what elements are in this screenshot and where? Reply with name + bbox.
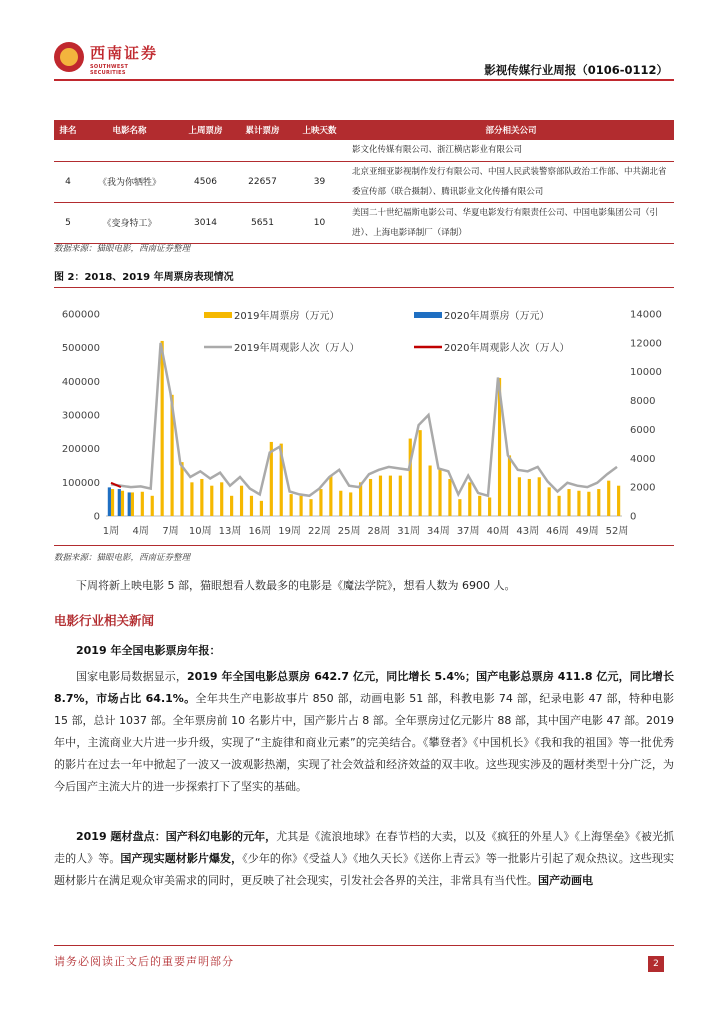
report-title: 影视传媒行业周报（0106-0112） xyxy=(484,63,668,77)
y-left-tick-label: 200000 xyxy=(61,444,100,456)
cell-total: 22657 xyxy=(234,161,291,202)
x-tick-label: 10周 xyxy=(188,526,212,537)
y-left-tick-label: 100000 xyxy=(61,477,100,489)
y-right-tick-label: 0 xyxy=(630,511,637,523)
bar-2019 xyxy=(290,494,293,516)
table-row xyxy=(54,202,674,243)
bar-2019 xyxy=(151,496,154,516)
cell-total xyxy=(234,140,291,161)
x-tick-label: 19周 xyxy=(278,526,301,537)
right-axis xyxy=(630,310,662,523)
cell-rank: 4 xyxy=(54,161,82,202)
p2-text-1: 尤其是《流浪地球》在春节档的大卖，以及《疯狂的外星人》《上海堡垒》《被光抓走的人》等。 xyxy=(54,830,674,865)
bar-2020 xyxy=(128,492,131,516)
logo-text-cn: 西南证券 xyxy=(90,44,159,62)
y-right-tick-label: 2000 xyxy=(630,482,656,494)
x-axis xyxy=(103,525,629,537)
p2-text-2: 《少年的你》《受益人》《地久天长》《送你上青云》等一批影片引起了观众热议。这些现实题材影片在满足观众审美需求的同时，更反映了社会现实，引发社会各界的关注，非常具有当代性。 xyxy=(54,852,675,887)
cell-weekly: 3014 xyxy=(177,202,234,243)
figure-bottom-divider xyxy=(54,545,674,546)
y-left-tick-label: 600000 xyxy=(61,309,100,321)
bar-2019 xyxy=(369,479,372,516)
x-tick-label: 46周 xyxy=(546,526,569,537)
y-left-tick-label: 300000 xyxy=(61,410,100,422)
bar-2019 xyxy=(131,492,134,516)
logo-text-en: SOUTHWEST SECURITIES xyxy=(90,64,129,76)
x-tick-label: 22周 xyxy=(307,526,331,537)
cell-companies: 影文化传媒有限公司、浙江横店影业有限公司 xyxy=(348,140,674,161)
x-tick-label: 52周 xyxy=(605,526,629,537)
bar-2019 xyxy=(458,499,461,516)
x-tick-label: 7周 xyxy=(162,526,179,537)
table-header-row xyxy=(54,120,674,140)
cell-name: 《我为你牺牲》 xyxy=(82,161,177,202)
x-tick-label: 16周 xyxy=(248,526,272,537)
x-tick-label: 28周 xyxy=(367,526,391,537)
bar-2019 xyxy=(399,476,402,516)
bar-2019 xyxy=(548,487,551,516)
bar-2019 xyxy=(587,492,590,516)
y-right-tick-label: 12000 xyxy=(630,338,662,350)
bar-2019 xyxy=(379,476,382,516)
col-total-box-office: 累计票房 xyxy=(234,120,291,140)
cell-companies: 美国二十世纪福斯电影公司、华夏电影发行有限责任公司、中国电影集团公司（引进）、上海电影译制厂（译制） xyxy=(348,202,674,243)
weekly-box-office-chart xyxy=(54,298,674,543)
p1-text-1: 国家电影局数据显示， xyxy=(76,670,187,683)
legend-label: 2020年周票房（万元） xyxy=(444,311,550,322)
bar-2019 xyxy=(180,462,183,516)
y-right-tick-label: 8000 xyxy=(630,396,656,408)
line-2019-viewers xyxy=(111,343,617,496)
bar-2019 xyxy=(319,489,322,516)
figure-title: 图 2：2018、2019 年周票房表现情况 xyxy=(54,272,234,283)
bar-2019 xyxy=(558,496,561,516)
cell-companies: 北京亚细亚影视制作发行有限公司、中国人民武装警察部队政治工作部、中共湖北省委宣传部（联合摄制）、腾讯影业文化传播有限公司 xyxy=(348,161,674,202)
x-tick-label: 37周 xyxy=(456,526,480,537)
legend-swatch xyxy=(414,312,442,318)
bar-2019 xyxy=(260,501,263,516)
col-weekly-box-office: 上周票房 xyxy=(177,120,234,140)
bar-2019 xyxy=(300,496,303,516)
cell-rank: 5 xyxy=(54,202,82,243)
bar-2019 xyxy=(121,491,124,516)
bar-2019 xyxy=(349,492,352,516)
y-right-tick-label: 4000 xyxy=(630,453,656,465)
x-tick-label: 4周 xyxy=(132,526,149,537)
x-tick-label: 13周 xyxy=(218,526,242,537)
subsection-title: 2019 年全国电影票房年报： xyxy=(76,644,221,657)
bar-2019 xyxy=(240,486,243,516)
cell-days xyxy=(291,140,348,161)
figure-top-divider xyxy=(54,287,674,288)
x-tick-label: 25周 xyxy=(337,526,361,537)
bar-2019 xyxy=(528,479,531,516)
footer-divider xyxy=(54,945,674,946)
bar-2019 xyxy=(508,455,511,516)
cell-rank xyxy=(54,140,82,161)
header-divider xyxy=(54,79,674,81)
bar-2019 xyxy=(478,496,481,516)
p2-bold-1: 2019 题材盘点：国产科幻电影的元年， xyxy=(76,830,277,843)
x-tick-label: 49周 xyxy=(575,526,599,537)
company-logo xyxy=(54,40,164,78)
bar-2019 xyxy=(250,496,253,516)
bar-2019 xyxy=(200,479,203,516)
legend-label: 2020年周观影人次（万人） xyxy=(444,343,570,354)
legend-label: 2019年周观影人次（万人） xyxy=(234,343,360,354)
box-office-table xyxy=(54,120,674,244)
cell-name xyxy=(82,140,177,161)
y-left-tick-label: 500000 xyxy=(61,343,100,355)
line-series xyxy=(111,343,617,496)
p2-bold-3: 国产动画电 xyxy=(538,874,593,887)
bar-2019 xyxy=(567,489,570,516)
bar-2019 xyxy=(190,482,193,516)
p1-text-2: 全年共生产电影故事片 850 部，动画电影 51 部，科教电影 74 部，纪录电影 47 部，特种电影 15 部，总计 1037 部。全年票房前 10 名影片中，国产影片占 8 部。全年票房过亿元影片 88 部，其中国产电影 47 部。2019 年中，主流商业大片进一步升级，实现了“主旋律和商业元素”的完美结合。《攀登者》《中国机长》《我和我的祖国》等一批优秀的影片在过去一年中掀起了一波又一波观影热潮，实现了社会效益和经济效益的双丰收。这些现实涉及的题材类型十分广泛，为今后国产主流大片的进一步探索打下了坚实的基础。 xyxy=(54,692,674,793)
y-right-tick-label: 6000 xyxy=(630,424,656,436)
bar-2019 xyxy=(429,466,432,517)
page-number: 2 xyxy=(648,956,664,972)
bar-2019 xyxy=(111,489,114,516)
table-source-note: 数据来源：猫眼电影，西南证券整理 xyxy=(54,244,191,254)
col-film-name: 电影名称 xyxy=(82,120,177,140)
x-tick-label: 40周 xyxy=(486,526,510,537)
bar-2019 xyxy=(389,476,392,516)
bar-2019 xyxy=(488,497,491,516)
logo-emblem-icon xyxy=(54,42,84,72)
cell-total: 5651 xyxy=(234,202,291,243)
cell-weekly: 4506 xyxy=(177,161,234,202)
y-right-tick-label: 10000 xyxy=(630,367,662,379)
cell-days: 39 xyxy=(291,161,348,202)
x-tick-label: 34周 xyxy=(427,526,450,537)
y-left-tick-label: 0 xyxy=(93,511,100,523)
chart-legend xyxy=(204,309,569,354)
x-tick-label: 43周 xyxy=(516,526,540,537)
bar-2019 xyxy=(220,482,223,516)
legend-swatch xyxy=(204,312,232,318)
col-companies: 部分相关公司 xyxy=(348,120,674,140)
x-tick-label: 1周 xyxy=(102,526,120,537)
bar-2019 xyxy=(141,492,144,516)
bar-2019 xyxy=(230,496,233,516)
bar-2019 xyxy=(607,481,610,516)
bar-2019 xyxy=(538,477,541,516)
bar-2020 xyxy=(118,489,121,516)
col-days: 上映天数 xyxy=(291,120,348,140)
bar-2019 xyxy=(161,341,164,516)
bar-2019 xyxy=(419,430,422,516)
next-week-paragraph: 下周将新上映电影 5 部，猫眼想看人数最多的电影是《魔法学院》，想看人数为 6900 人。 xyxy=(76,579,516,592)
genre-review-paragraph xyxy=(54,826,674,892)
x-tick-label: 31周 xyxy=(397,526,421,537)
cell-weekly xyxy=(177,140,234,161)
y-left-tick-label: 400000 xyxy=(61,376,100,388)
col-rank: 排名 xyxy=(54,120,82,140)
cell-days: 10 xyxy=(291,202,348,243)
bar-2019 xyxy=(518,477,521,516)
bar-2019 xyxy=(438,469,441,516)
bar-2019 xyxy=(448,479,451,516)
bar-2019 xyxy=(309,499,312,516)
cell-name: 《变身特工》 xyxy=(82,202,177,243)
bar-2020 xyxy=(108,487,111,516)
table-row xyxy=(54,161,674,202)
bar-2019 xyxy=(577,491,580,516)
bar-2019 xyxy=(339,491,342,516)
bar-2019 xyxy=(409,439,412,516)
footer-disclaimer: 请务必阅读正文后的重要声明部分 xyxy=(54,955,234,968)
bars-2019 xyxy=(111,341,620,516)
bar-2019 xyxy=(210,486,213,516)
bar-2019 xyxy=(617,486,620,516)
figure-source-note: 数据来源：猫眼电影，西南证券整理 xyxy=(54,553,191,563)
annual-report-paragraph xyxy=(54,666,674,798)
section-title: 电影行业相关新闻 xyxy=(54,613,155,628)
p1-bold-1: 2019 年全国电影总票房 642.7 亿元，同比增长 5.4%；国产电影总票房 411.8 亿元，同比增长 8.7%，市场占比 64.1%。 xyxy=(54,670,675,705)
bar-2019 xyxy=(329,476,332,516)
bar-2019 xyxy=(468,482,471,516)
p2-bold-2: 国产现实题材影片爆发， xyxy=(120,852,243,865)
table-row xyxy=(54,140,674,161)
legend-label: 2019年周票房（万元） xyxy=(234,311,340,322)
y-right-tick-label: 14000 xyxy=(630,309,662,321)
bar-2019 xyxy=(597,489,600,516)
